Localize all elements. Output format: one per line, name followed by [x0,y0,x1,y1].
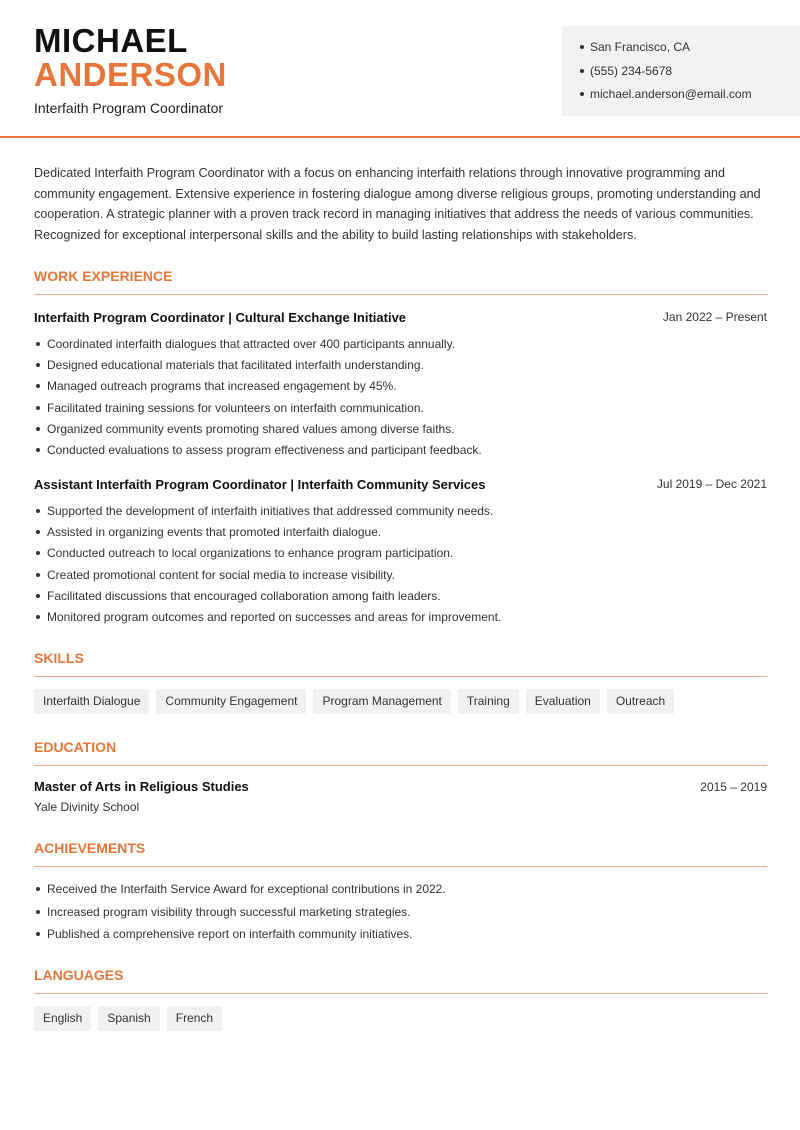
section-title-languages: LANGUAGES [34,967,767,994]
skills-list [34,689,674,714]
list-item: Managed outreach programs that increased engagement by 45%. [34,379,767,400]
contact-phone: (555) 234-5678 [580,64,800,88]
last-name: ANDERSON [34,56,227,93]
skill-chip: Interfaith Dialogue [34,689,149,714]
skill-chip: Evaluation [526,689,600,714]
section-title-skills: SKILLS [34,650,767,677]
language-chip: Spanish [98,1006,159,1031]
job-date: Jul 2019 – Dec 2021 [656,477,767,491]
summary-text: Dedicated Interfaith Program Coordinator with a focus on enhancing interfaith relations through innovative programming and community engagement. Extensive experience in fostering dialogue among diverse religious groups, promoting understanding and cooperation. A strategic planner with a proven track record in managing initiatives that address the needs of various communities. Recognized for exceptional interpersonal skills and the ability to build lasting relationships with stakeholders. [34,166,761,243]
contact-box [562,26,800,116]
job-role: Interfaith Program Coordinator | Cultural Exchange Initiative [34,310,407,325]
skill-chip: Program Management [313,689,450,714]
language-chip: English [34,1006,91,1031]
job-role: Assistant Interfaith Program Coordinator | Interfaith Community Services [34,477,486,492]
list-item: Assisted in organizing events that promoted interfaith dialogue. [34,525,767,546]
list-item: Supported the development of interfaith initiatives that addressed community needs. [34,504,767,525]
skill-chip: Community Engagement [156,689,306,714]
list-item: Monitored program outcomes and reported on successes and areas for improvement. [34,610,767,631]
resume-header [0,0,800,138]
list-item: Created promotional content for social media to increase visibility. [34,568,767,589]
job-header [34,477,767,495]
job-date: Jan 2022 – Present [662,310,767,324]
list-item: Coordinated interfaith dialogues that attracted over 400 participants annually. [34,337,767,358]
section-title-achievements: ACHIEVEMENTS [34,840,767,867]
education-degree: Master of Arts in Religious Studies [34,779,249,794]
education-school: Yale Divinity School [34,800,140,814]
list-item: Conducted evaluations to assess program effectiveness and participant feedback. [34,443,767,464]
languages-list [34,1006,222,1031]
job-header [34,310,767,328]
list-item: Facilitated discussions that encouraged collaboration among faith leaders. [34,589,767,610]
job-bullets [34,337,767,464]
list-item: Received the Interfaith Service Award for exceptional contributions in 2022. [34,882,767,905]
language-chip: French [167,1006,222,1031]
first-name: MICHAEL [34,22,188,59]
section-title-education: EDUCATION [34,739,767,766]
skill-chip: Training [458,689,519,714]
achievement-bullets [34,882,767,950]
list-item: Increased program visibility through successful marketing strategies. [34,905,767,928]
education-date: 2015 – 2019 [700,780,767,794]
list-item: Organized community events promoting shared values among diverse faiths. [34,422,767,443]
job-bullets [34,504,767,631]
contact-location: San Francisco, CA [580,40,800,64]
skill-chip: Outreach [607,689,674,714]
list-item: Designed educational materials that facilitated interfaith understanding. [34,358,767,379]
section-title-work: WORK EXPERIENCE [34,268,767,295]
job-title: Interfaith Program Coordinator [34,100,224,116]
contact-email[interactable]: michael.anderson@email.com [580,87,800,111]
list-item: Facilitated training sessions for volunteers on interfaith communication. [34,401,767,422]
list-item: Published a comprehensive report on interfaith community initiatives. [34,927,767,950]
list-item: Conducted outreach to local organizations to enhance program participation. [34,546,767,567]
